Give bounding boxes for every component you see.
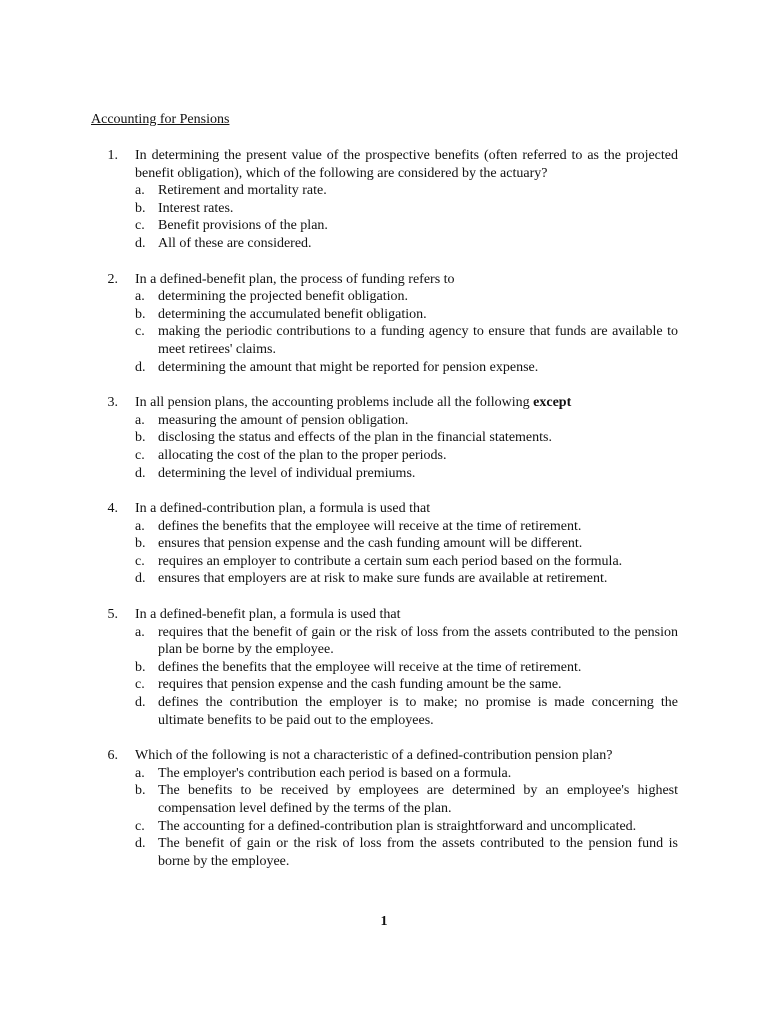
question-text: Which of the following is not a characteristic of a defined-contribution pension plan? — [135, 748, 613, 764]
question-body — [135, 147, 678, 253]
option-letter: d. — [135, 465, 146, 481]
option-text: ensures that pension expense and the cash funding amount will be different. — [158, 536, 583, 552]
option-list — [135, 412, 678, 482]
option-a — [135, 624, 678, 659]
option-letter: c. — [135, 218, 145, 234]
option-list — [135, 765, 678, 871]
question-number: 2. — [107, 271, 118, 287]
option-letter: a. — [135, 765, 145, 781]
question-text: In a defined-benefit plan, the process of funding refers to — [135, 271, 455, 287]
question-text: In a defined-contribution plan, a formula is used that — [135, 501, 431, 517]
option-text: The benefit of gain or the risk of loss from the assets contributed to the pension fund is borne by the employee. — [158, 836, 678, 869]
option-c — [135, 676, 678, 694]
question-number: 1. — [107, 148, 118, 163]
option-list — [135, 182, 678, 252]
option-text: determining the accumulated benefit obligation. — [158, 306, 427, 322]
option-b — [135, 429, 678, 447]
option-text: defines the benefits that the employee will receive at the time of retirement. — [158, 659, 582, 675]
option-a — [135, 182, 678, 200]
option-c — [135, 447, 678, 465]
option-text: The accounting for a defined-contribution plan is straightforward and uncomplicated. — [158, 818, 637, 834]
question-text: In a defined-benefit plan, a formula is used that — [135, 607, 401, 623]
option-letter: b. — [135, 306, 146, 322]
option-a — [135, 288, 678, 306]
option-text: ensures that employers are at risk to make sure funds are available at retirement. — [158, 571, 608, 587]
option-letter: a. — [135, 412, 145, 428]
question-number: 6. — [107, 748, 118, 764]
option-text: The employer's contribution each period is based on a formula. — [158, 765, 512, 781]
option-text: measuring the amount of pension obligation. — [158, 412, 409, 428]
option-text: Interest rates. — [158, 200, 234, 216]
question-list — [91, 147, 678, 888]
option-a — [135, 412, 678, 430]
option-b — [135, 535, 678, 553]
question-body — [135, 747, 678, 870]
option-letter: d. — [135, 571, 146, 587]
option-letter: a. — [135, 289, 145, 305]
option-letter: a. — [135, 624, 145, 640]
option-d — [135, 570, 678, 588]
option-letter: b. — [135, 783, 146, 799]
option-text: Retirement and mortality rate. — [158, 183, 327, 199]
option-a — [135, 518, 678, 536]
option-letter: d. — [135, 359, 146, 375]
option-b — [135, 659, 678, 677]
option-letter: c. — [135, 447, 145, 463]
option-text: requires an employer to contribute a certain sum each period based on the formula. — [158, 553, 623, 569]
question-body — [135, 606, 678, 729]
option-text: requires that pension expense and the cash funding amount be the same. — [158, 677, 562, 693]
option-text: determining the level of individual premiums. — [158, 465, 416, 481]
option-text: The benefits to be received by employees are determined by an employee's highest compensation level defined by the terms of the plan. — [158, 783, 678, 816]
emphasis-text: except — [533, 395, 572, 411]
question-2 — [91, 271, 678, 377]
option-c — [135, 217, 678, 235]
option-letter: b. — [135, 659, 146, 675]
option-d — [135, 359, 678, 377]
option-list — [135, 624, 678, 730]
option-d — [135, 465, 678, 483]
question-number: 4. — [107, 501, 118, 517]
option-letter: b. — [135, 430, 146, 446]
question-text: In determining the present value of the prospective benefits (often referred to as the projected benefit obligation), which of the following are considered by the actuary? — [135, 148, 678, 181]
option-letter: c. — [135, 324, 145, 340]
option-text: disclosing the status and effects of the plan in the financial statements. — [158, 430, 552, 446]
question-body — [135, 500, 678, 588]
option-d — [135, 694, 678, 729]
option-text: determining the projected benefit obligation. — [158, 289, 408, 305]
option-letter: c. — [135, 553, 145, 569]
question-stem: In all pension plans, the accounting problems include all the following — [135, 395, 530, 411]
option-letter: b. — [135, 200, 146, 216]
page-number: 1 — [380, 914, 388, 929]
option-letter: a. — [135, 518, 145, 534]
option-letter: d. — [135, 695, 146, 711]
option-text: determining the amount that might be reported for pension expense. — [158, 359, 539, 375]
page-title: Accounting for Pensions — [91, 112, 230, 127]
question-number: 3. — [107, 395, 118, 411]
option-c — [135, 323, 678, 358]
question-6 — [91, 747, 678, 870]
option-letter: d. — [135, 235, 146, 251]
question-body — [135, 394, 678, 482]
option-letter: a. — [135, 183, 145, 199]
option-text: Benefit provisions of the plan. — [158, 218, 328, 234]
option-list — [135, 288, 678, 376]
option-text: requires that the benefit of gain or the risk of loss from the assets contributed to the pension plan be borne by the employee. — [158, 624, 678, 658]
option-letter: c. — [135, 677, 145, 693]
option-letter: b. — [135, 536, 146, 552]
option-c — [135, 818, 678, 836]
option-letter: d. — [135, 836, 146, 852]
question-3 — [91, 394, 678, 482]
option-text: making the periodic contributions to a funding agency to ensure that funds are available to meet retirees' claims. — [158, 324, 678, 357]
option-b — [135, 200, 678, 218]
question-5 — [91, 606, 678, 729]
question-number: 5. — [107, 607, 118, 623]
question-body — [135, 271, 678, 377]
question-text — [135, 394, 678, 412]
option-letter: c. — [135, 818, 145, 834]
option-text: allocating the cost of the plan to the proper periods. — [158, 447, 447, 463]
option-a — [135, 765, 678, 783]
option-d — [135, 835, 678, 870]
option-b — [135, 306, 678, 324]
option-b — [135, 782, 678, 817]
option-text: defines the contribution the employer is to make; no promise is made concerning the ultimate benefits to be paid out to the employees. — [158, 695, 678, 728]
option-text: All of these are considered. — [158, 235, 312, 251]
question-1 — [91, 147, 678, 253]
option-list — [135, 518, 678, 588]
question-4 — [91, 500, 678, 588]
option-text: defines the benefits that the employee will receive at the time of retirement. — [158, 518, 582, 534]
option-c — [135, 553, 678, 571]
option-d — [135, 235, 678, 253]
